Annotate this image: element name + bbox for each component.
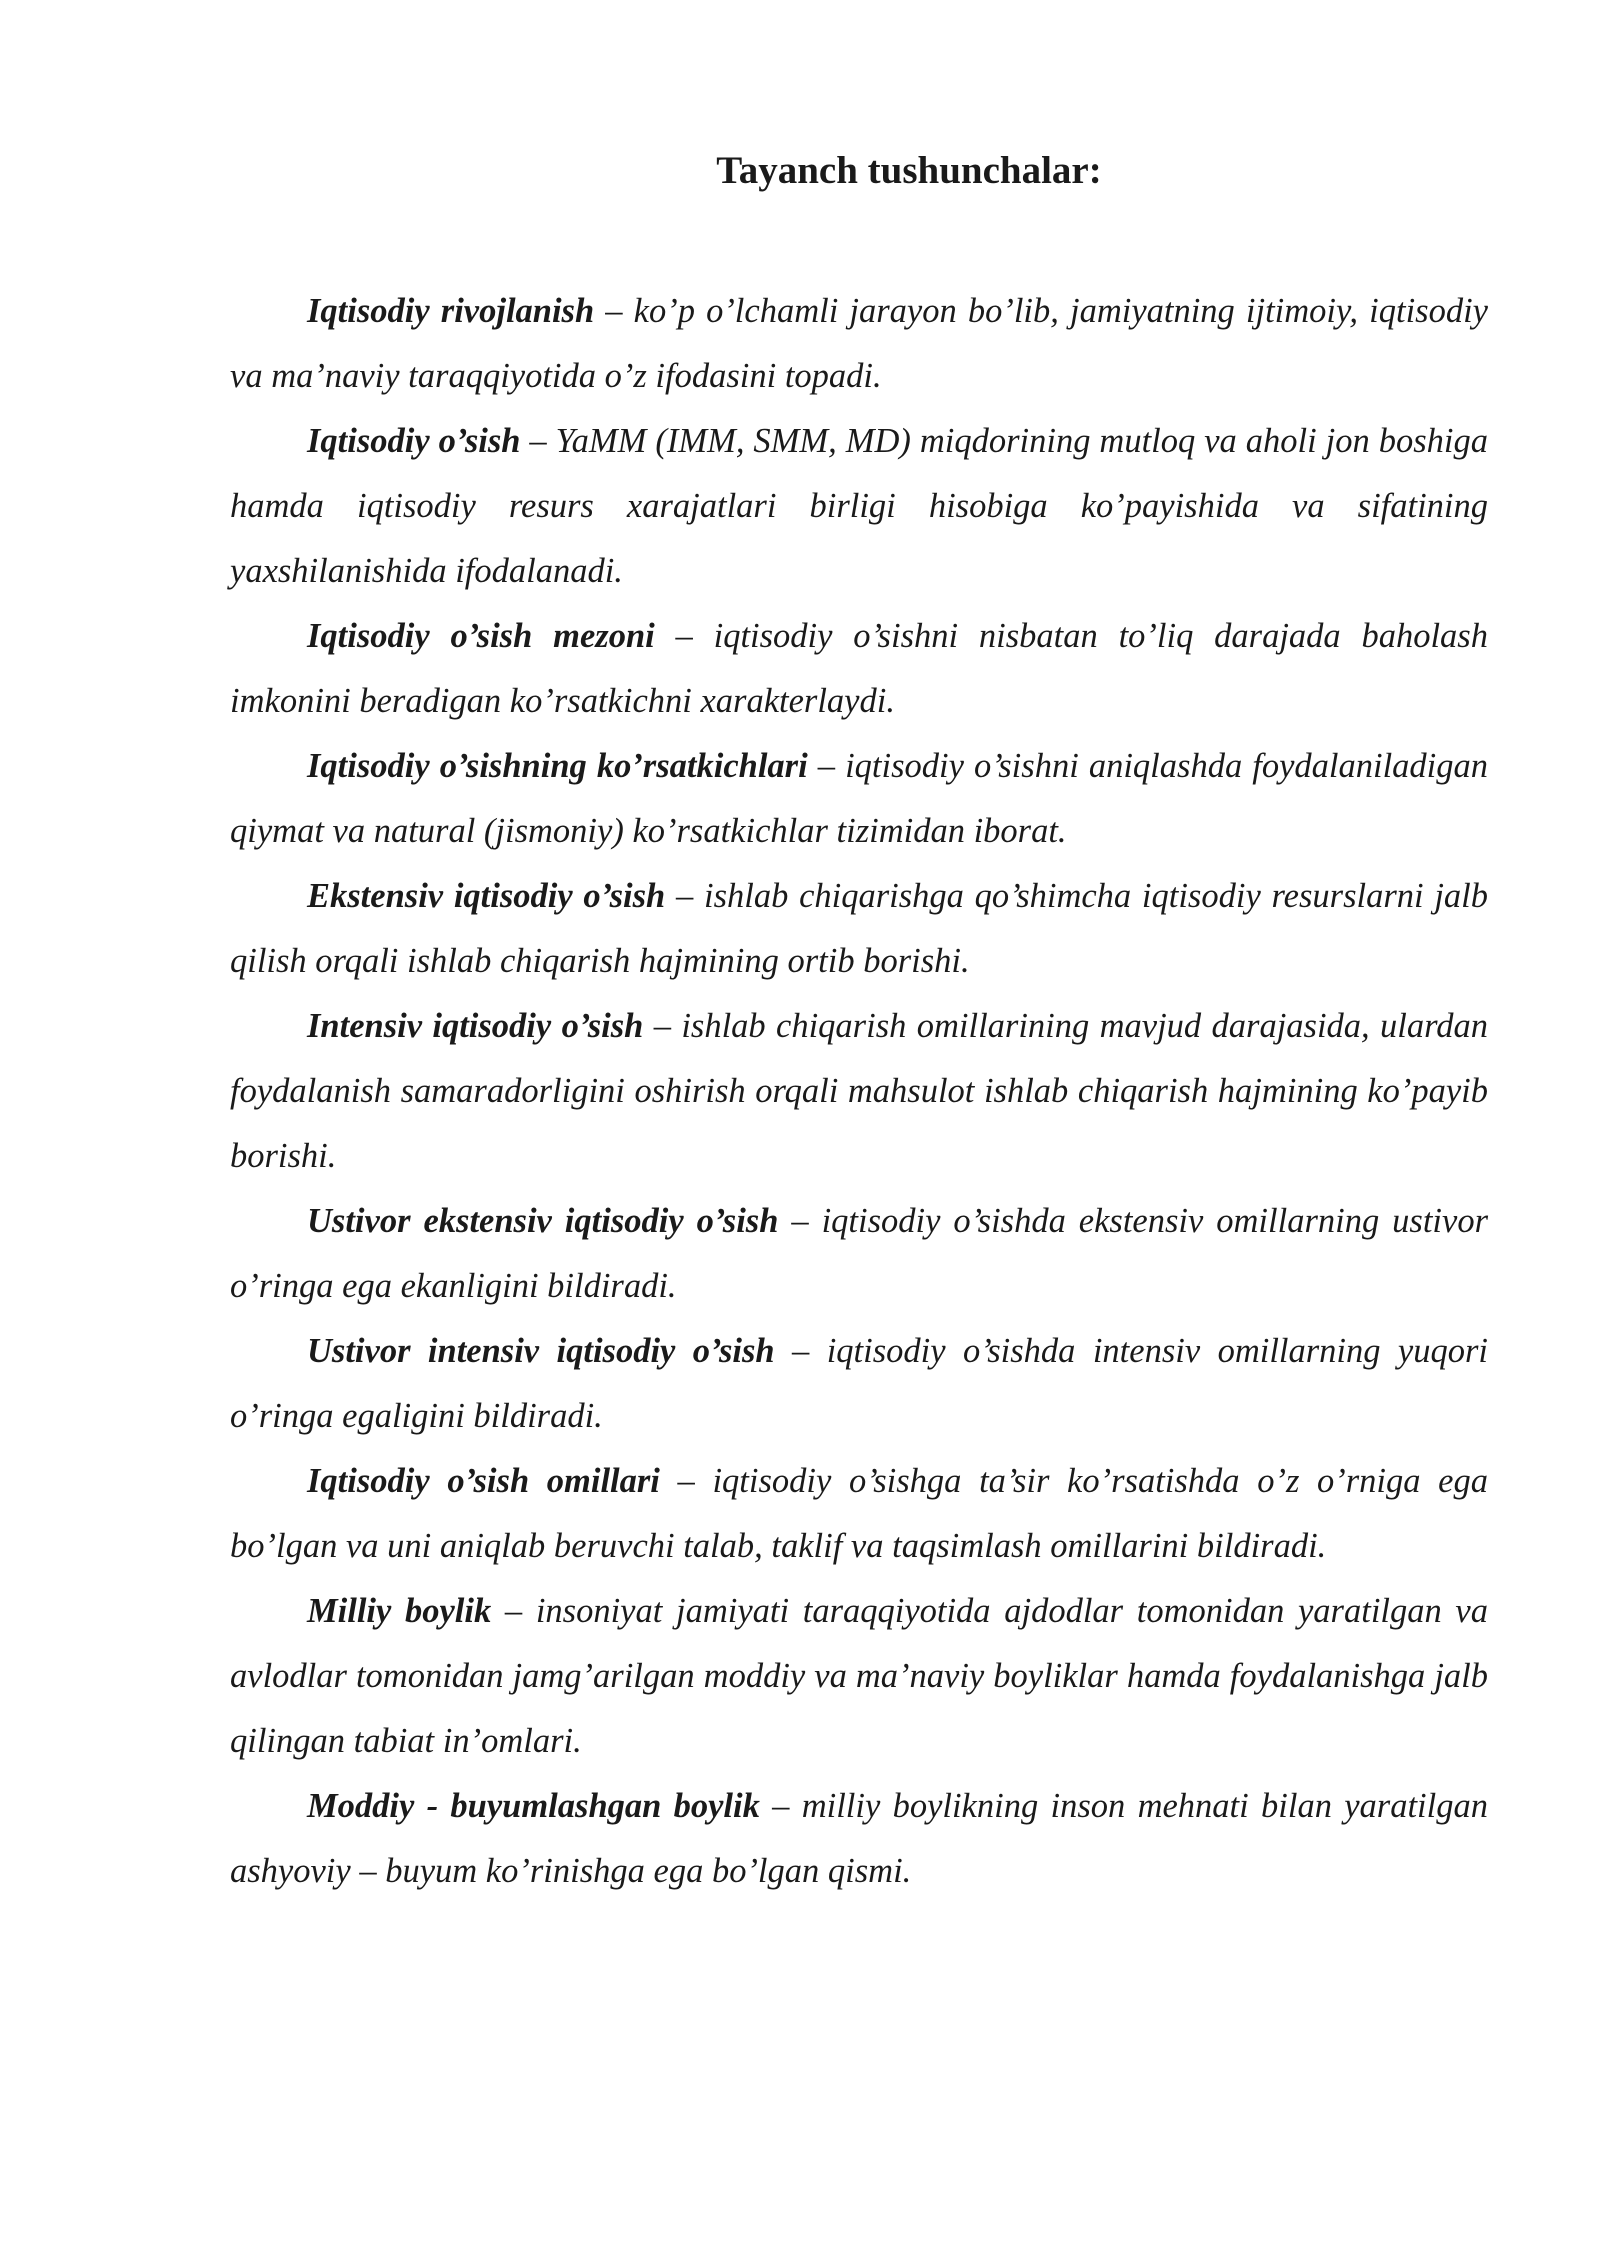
definition-text: – iqtisodiy o’sishni aniqlashda foydalaniladigan qiymat va natural (jismoniy) ko’rsatkichlar tizimidan iborat. [230,746,1489,850]
definition-entry [230,864,1488,994]
definition-text: – ishlab chiqarish omillarining mavjud darajasida, ulardan foydalanish samaradorligini oshirish orqali mahsulot ishlab chiqarish hajmining ko’payib borishi. [230,1006,1489,1175]
definition-text: – iqtisodiy o’sishda ekstensiv omillarning ustivor o’ringa ega ekanligini bildiradi. [230,1201,1488,1305]
definition-term: Iqtisodiy o’sish omillari [307,1461,660,1500]
definition-entry [230,1579,1488,1774]
definition-term: Iqtisodiy o’sishning ko’rsatkichlari [307,746,808,785]
definition-entry [230,1774,1488,1904]
definition-entry [230,1189,1488,1319]
definition-term: Ustivor intensiv iqtisodiy o’sish [307,1331,775,1370]
definition-entry [230,604,1488,734]
page-title: Tayanch tushunchalar: [716,149,1102,192]
definition-term: Milliy boylik [307,1591,492,1630]
definition-text: – YaMM (IMM, SMM, MD) miqdorining mutloq va aholi jon boshiga hamda iqtisodiy resurs xarajatlari birligi hisobiga ko’payishida va sifatining yaxshilanishida ifodalanadi. [230,421,1488,590]
definition-term: Moddiy - buyumlashgan boylik [307,1786,760,1825]
definition-text: – ko’p o’lchamli jarayon bo’lib, jamiyatning ijtimoiy, iqtisodiy va ma’naviy taraqqiyotida o’z ifodasini topadi. [230,291,1488,395]
definition-entry [230,279,1488,409]
definition-term: Ustivor ekstensiv iqtisodiy o’sish [307,1201,779,1240]
definition-term: Iqtisodiy o’sish mezoni [307,616,655,655]
definition-term: Intensiv iqtisodiy o’sish [307,1006,644,1045]
definition-term: Iqtisodiy rivojlanish [307,291,595,330]
definition-entry [230,734,1488,864]
definition-text: – milliy boylikning inson mehnati bilan yaratilgan ashyoviy – buyum ko’rinishga ega bo’lgan qismi. [230,1786,1488,1890]
definition-entry [230,994,1488,1189]
definition-term: Ekstensiv iqtisodiy o’sish [307,876,666,915]
definition-text: – iqtisodiy o’sishni nisbatan to’liq darajada baholash imkonini beradigan ko’rsatkichni xarakterlaydi. [230,616,1488,720]
definition-text: – ishlab chiqarishga qo’shimcha iqtisodiy resurslarni jalb qilish orqali ishlab chiqarish hajmining ortib borishi. [230,876,1489,980]
definition-term: Iqtisodiy o’sish [307,421,521,460]
definition-entry [230,1319,1488,1449]
document-page [230,148,1488,1904]
definition-text: – insoniyat jamiyati taraqqiyotida ajdodlar tomonidan yaratilgan va avlodlar tomonidan jamg’arilgan moddiy va ma’naviy boyliklar hamda foydalanishga jalb qilingan tabiat in’omlari. [230,1591,1488,1760]
definition-entry [230,409,1488,604]
definition-entry [230,1449,1488,1579]
definition-text: – iqtisodiy o’sishda intensiv omillarning yuqori o’ringa egaligini bildiradi. [230,1331,1488,1435]
definition-text: – iqtisodiy o’sishga ta’sir ko’rsatishda o’z o’rniga ega bo’lgan va uni aniqlab beruvchi talab, taklif va taqsimlash omillarini bildiradi. [230,1461,1488,1565]
